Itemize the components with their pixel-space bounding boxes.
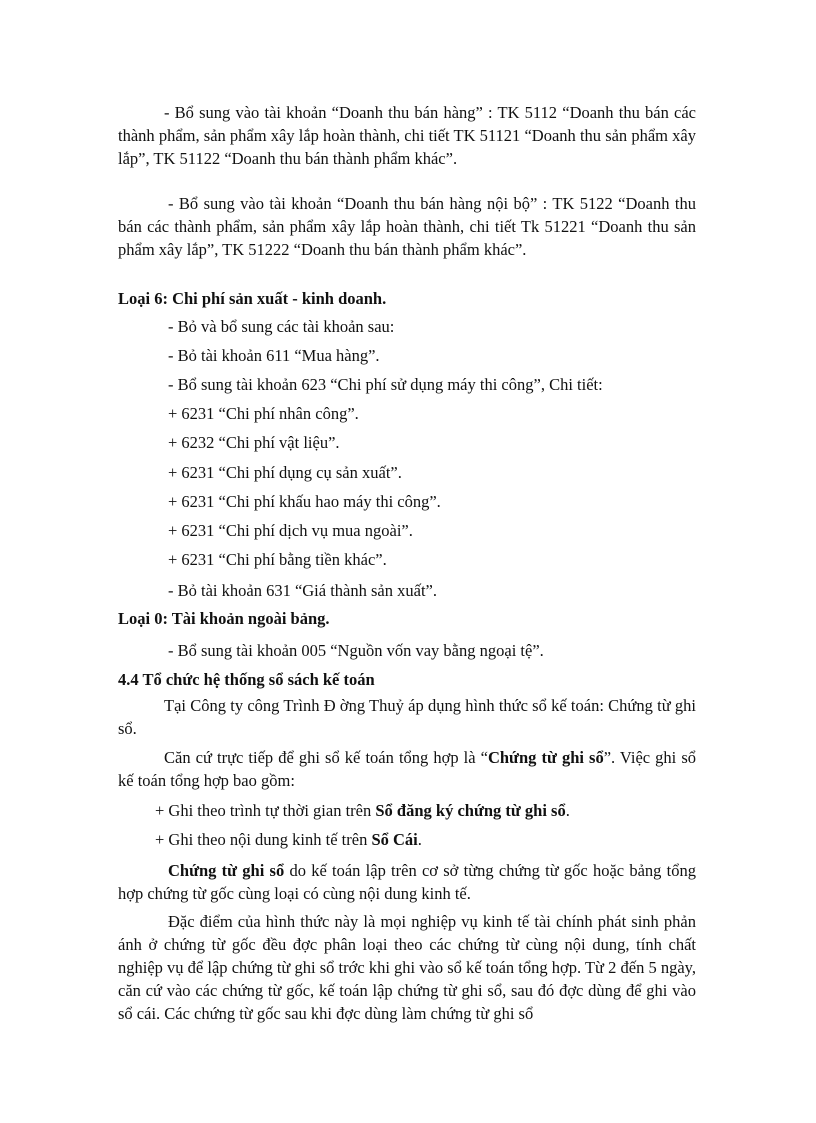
paragraph-company-form: Tại Công ty công Trình Đ ờng Thuỷ áp dụng hình thức sổ kế toán: Chứng từ ghi sổ. — [118, 696, 696, 738]
list-item: - Bỏ tài khoản 611 “Mua hàng”. — [168, 346, 380, 365]
list-item: - Bỏ và bổ sung các tài khoản sau: — [168, 317, 395, 336]
paragraph-characteristics: Đặc điểm của hình thức này là mọi nghiệp vụ kinh tế tài chính phát sinh phản ánh ở chứng từ gốc đều đợc phân loại theo các chứng từ cùng nội dung, tính chất nghiệp vụ để lập chứng từ ghi sổ trớc khi ghi vào sổ kế toán tổng hợp. Từ 2 đến 5 ngày, căn cứ vào các chứng từ gốc, kế toán lập chứng từ ghi sổ, sau đó đợc dùng để ghi vào sổ cái. Các chứng từ gốc sau khi đợc dùng làm chứng từ ghi sổ — [118, 912, 696, 1023]
list-item: - Bổ sung tài khoản 623 “Chi phí sử dụng máy thi công”, Chi tiết: — [168, 375, 603, 394]
heading-class-0: Loại 0: Tài khoản ngoài bảng. — [118, 609, 330, 628]
list-item: + 6232 “Chi phí vật liệu”. — [168, 433, 340, 452]
list-item: + 6231 “Chi phí dịch vụ mua ngoài”. — [168, 521, 413, 540]
paragraph-voucher: Chứng từ ghi sổ do kế toán lập trên cơ sở từng chứng từ gốc hoặc bảng tổng hợp chứng từ gốc cùng loại có cùng nội dung kinh tế. — [118, 861, 696, 903]
list-item: - Bỏ tài khoản 631 “Giá thành sản xuất”. — [168, 581, 437, 600]
paragraph-revenue-5122: - Bổ sung vào tài khoản “Doanh thu bán hàng nội bộ” : TK 5122 “Doanh thu bán các thành phẩm, sản phẩm xây lắp hoàn thành, chi tiết Tk 51221 “Doanh thu sản phẩm xây lắp”, TK 51222 “Doanh thu bán thành phẩm khác”. — [118, 194, 696, 259]
bullet-register: + Ghi theo trình tự thời gian trên Sổ đăng ký chứng từ ghi sổ. — [155, 801, 570, 820]
paragraph-basis: Căn cứ trực tiếp để ghi sổ kế toán tổng hợp là “Chứng từ ghi sổ”. Việc ghi sổ kế toán tổng hợp bao gồm: — [118, 748, 696, 790]
bullet-ledger: + Ghi theo nội dung kinh tế trên Sổ Cái. — [155, 830, 422, 849]
list-item: + 6231 “Chi phí khấu hao máy thi công”. — [168, 492, 441, 511]
heading-class-6: Loại 6: Chi phí sản xuất - kinh doanh. — [118, 289, 387, 308]
list-item: - Bổ sung tài khoản 005 “Nguồn vốn vay bằng ngoại tệ”. — [168, 641, 544, 660]
list-item: + 6231 “Chi phí nhân công”. — [168, 404, 359, 423]
list-item: + 6231 “Chi phí bằng tiền khác”. — [168, 550, 387, 569]
paragraph-revenue-5112: - Bổ sung vào tài khoản “Doanh thu bán hàng” : TK 5112 “Doanh thu bán các thành phẩm, sản phẩm xây lắp hoàn thành, chi tiết TK 51121 “Doanh thu sản phẩm xây lắp”, TK 51122 “Doanh thu bán thành phẩm khác”. — [118, 103, 696, 168]
heading-section-4-4: 4.4 Tổ chức hệ thống sổ sách kế toán — [118, 670, 375, 689]
list-item: + 6231 “Chi phí dụng cụ sản xuất”. — [168, 463, 402, 482]
